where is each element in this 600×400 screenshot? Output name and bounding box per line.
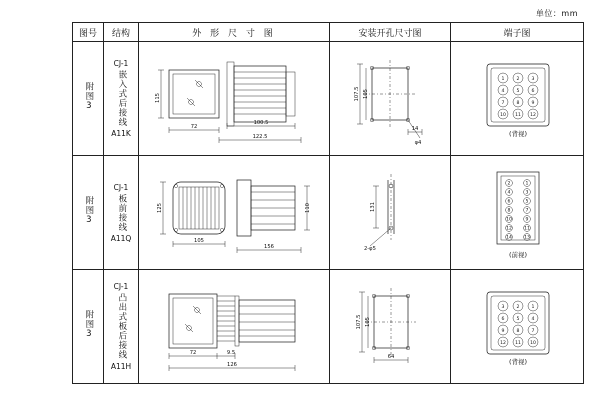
svg-text:11: 11 <box>515 113 521 118</box>
svg-text:2: 2 <box>516 77 520 82</box>
svg-text:4: 4 <box>531 317 535 322</box>
svg-text:7: 7 <box>531 329 535 334</box>
terminal-caption-1: (背视) <box>508 130 528 138</box>
cell-structure <box>104 156 139 270</box>
svg-text:72: 72 <box>189 350 197 356</box>
cell-drawing-no <box>73 156 104 270</box>
unit-note: 单位：mm <box>535 9 578 18</box>
structure-model: CJ-1 <box>113 59 129 68</box>
outline-drawing-1 <box>139 42 329 155</box>
svg-text:122.5: 122.5 <box>252 134 268 140</box>
svg-text:4: 4 <box>507 190 511 196</box>
svg-text:2: 2 <box>507 181 511 187</box>
svg-text:7: 7 <box>501 101 505 106</box>
svg-text:9: 9 <box>501 329 505 334</box>
header-structure: 结构 <box>104 23 139 42</box>
svg-text:10: 10 <box>530 341 536 346</box>
svg-text:1: 1 <box>531 305 535 310</box>
svg-text:14: 14 <box>411 126 419 132</box>
svg-text:9.5: 9.5 <box>226 350 236 356</box>
cell-outline-drawing <box>139 156 330 270</box>
svg-text:6: 6 <box>507 199 511 205</box>
table-row <box>73 270 584 384</box>
structure-desc: 凸出式板后接线 <box>116 293 127 360</box>
svg-text:12: 12 <box>500 341 506 346</box>
svg-text:5: 5 <box>516 89 520 94</box>
cell-outline-drawing <box>139 270 330 384</box>
cell-drawing-no <box>73 42 104 156</box>
table-row <box>73 42 584 156</box>
svg-text:12: 12 <box>506 226 512 232</box>
svg-text:72: 72 <box>190 124 198 130</box>
structure-code: A11Q <box>110 233 132 243</box>
svg-text:3: 3 <box>525 190 529 196</box>
svg-text:100.5: 100.5 <box>253 120 269 126</box>
cell-mounting-drawing <box>330 42 451 156</box>
header-outline: 外 形 尺 寸 图 <box>139 23 330 42</box>
mounting-drawing-1 <box>330 42 450 155</box>
svg-text:126: 126 <box>227 362 237 368</box>
svg-text:8: 8 <box>516 329 520 334</box>
cell-drawing-no <box>73 270 104 384</box>
header-drawing-no: 图号 <box>73 23 104 42</box>
cell-terminal-drawing <box>451 156 584 270</box>
cell-structure <box>104 42 139 156</box>
svg-text:64: 64 <box>387 354 395 360</box>
svg-text:156: 156 <box>264 244 274 250</box>
svg-text:4: 4 <box>501 89 505 94</box>
svg-text:14: 14 <box>506 235 512 241</box>
svg-text:131: 131 <box>370 202 376 212</box>
svg-text:12: 12 <box>530 113 536 118</box>
mounting-drawing-2 <box>330 156 450 269</box>
svg-text:3: 3 <box>501 305 505 310</box>
svg-text:105: 105 <box>194 238 204 244</box>
svg-text:5: 5 <box>525 199 529 205</box>
cell-terminal-drawing <box>451 270 584 384</box>
svg-text:1: 1 <box>525 181 529 187</box>
svg-text:3: 3 <box>531 77 535 82</box>
terminal-drawing-3 <box>451 270 583 383</box>
outline-drawing-2 <box>139 156 329 269</box>
svg-text:8: 8 <box>516 101 520 106</box>
svg-text:5: 5 <box>516 317 520 322</box>
structure-model: CJ-1 <box>113 182 129 192</box>
drawing-no-label: 附图3 <box>83 81 94 112</box>
drawing-no-label: 附图3 <box>83 195 94 226</box>
outline-drawing-3 <box>139 270 329 383</box>
table-header-row <box>73 23 584 42</box>
svg-text:105: 105 <box>363 89 369 99</box>
structure-code: A11K <box>111 129 131 138</box>
svg-text:125: 125 <box>157 203 163 213</box>
svg-text:φ4: φ4 <box>414 140 422 146</box>
header-terminal: 端子图 <box>451 23 584 42</box>
svg-text:6: 6 <box>501 317 505 322</box>
cell-mounting-drawing <box>330 156 451 270</box>
svg-text:6: 6 <box>531 89 535 94</box>
svg-text:2-φ5: 2-φ5 <box>364 246 376 252</box>
table-row <box>73 156 584 270</box>
drawing-no-label: 附图3 <box>83 309 94 340</box>
structure-desc: 板前接线 <box>116 193 127 232</box>
header-mounting: 安装开孔尺寸图 <box>330 23 451 42</box>
terminal-drawing-1 <box>451 42 583 155</box>
svg-text:10: 10 <box>500 113 506 118</box>
mounting-drawing-3 <box>330 270 450 383</box>
svg-text:107.5: 107.5 <box>356 314 362 330</box>
svg-text:13: 13 <box>524 235 530 241</box>
structure-model: CJ-1 <box>113 282 129 292</box>
svg-text:9: 9 <box>525 217 529 223</box>
svg-text:10: 10 <box>506 217 512 223</box>
svg-text:2: 2 <box>516 305 520 310</box>
svg-text:115: 115 <box>155 93 161 103</box>
svg-text:107.5: 107.5 <box>354 86 360 102</box>
terminal-drawing-2 <box>451 156 583 269</box>
svg-text:1: 1 <box>501 77 505 82</box>
cell-terminal-drawing <box>451 42 584 156</box>
svg-text:11: 11 <box>524 226 530 232</box>
cell-mounting-drawing <box>330 270 451 384</box>
cell-outline-drawing <box>139 42 330 156</box>
terminal-caption-3: (背视) <box>508 358 528 366</box>
structure-code: A11H <box>110 361 132 371</box>
svg-text:11: 11 <box>515 341 521 346</box>
structure-desc: 嵌入式后接线 <box>116 70 127 127</box>
svg-text:105: 105 <box>365 317 371 327</box>
svg-text:110: 110 <box>305 203 311 213</box>
svg-text:7: 7 <box>525 208 529 214</box>
terminal-caption-2: (前视) <box>508 251 528 259</box>
dimension-table <box>72 22 584 384</box>
cell-structure <box>104 270 139 384</box>
svg-text:8: 8 <box>507 208 511 214</box>
svg-text:9: 9 <box>531 101 535 106</box>
